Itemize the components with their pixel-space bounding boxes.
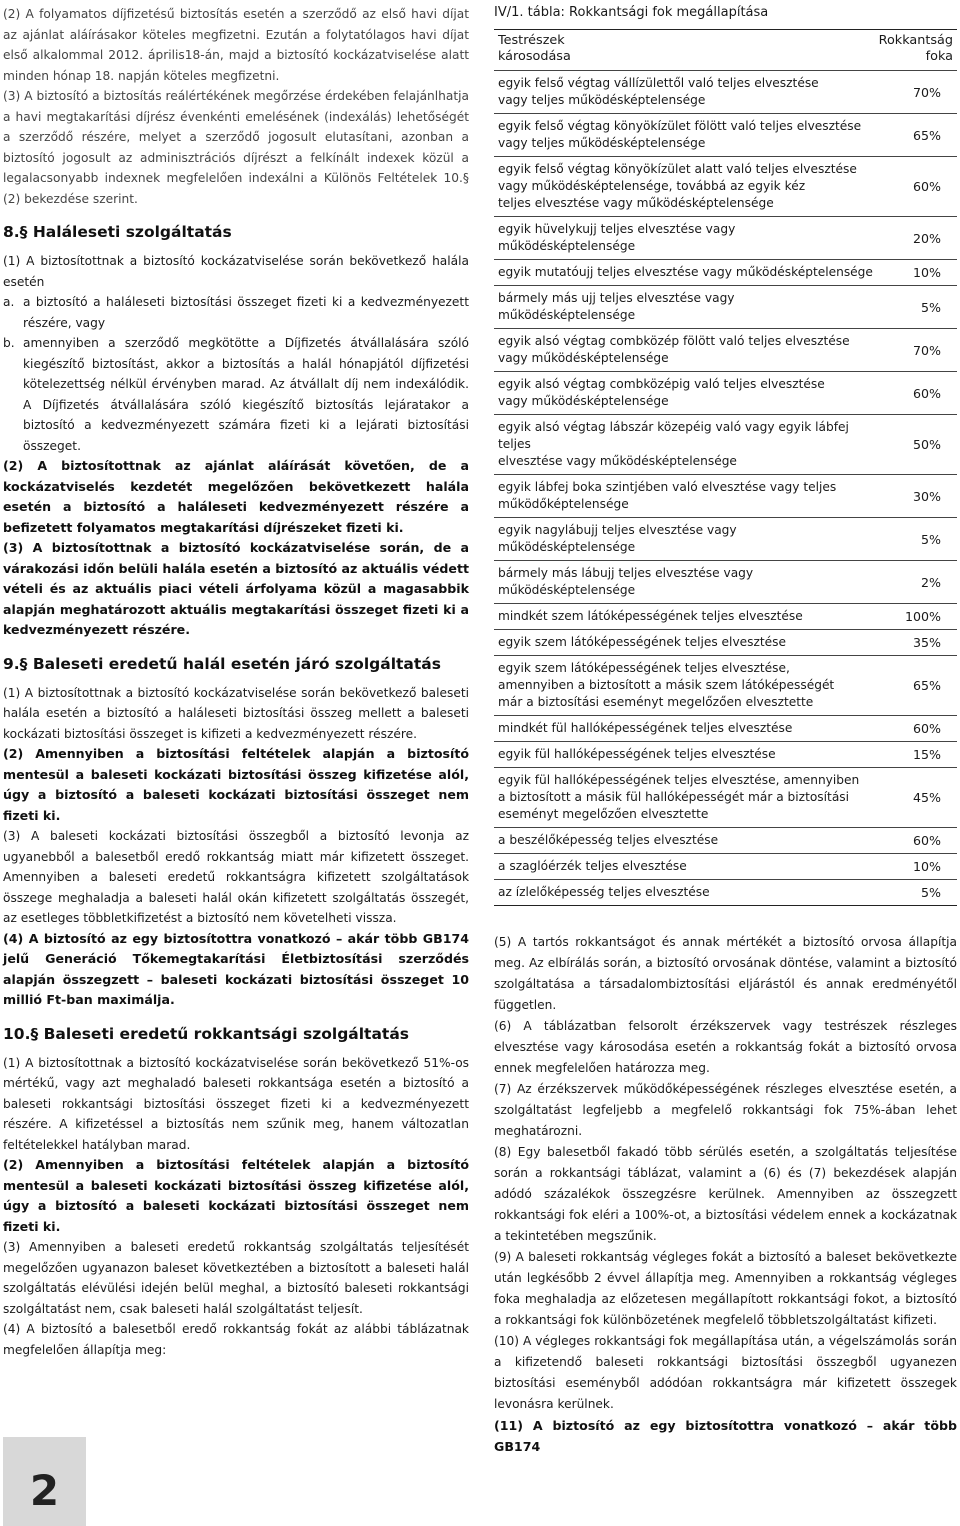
table-cell-degree: 20% xyxy=(913,230,941,246)
paragraph-11: (11) A biztosító az egy biztosítottra vonatkozó – akár több GB174 xyxy=(494,1418,957,1454)
table-cell-degree: 60% xyxy=(913,385,941,401)
table-row xyxy=(494,517,957,560)
table-cell-degree: 60% xyxy=(913,833,941,848)
section-10-p1: (1) A biztosítottnak a biztosító kockázatviselése során bekövetkező 51%-os mértékű, vagy azt meghaladó baleseti rokkantsága esetén a biztosító a baleseti rokkantsági biztosítási összeget fizeti ki a kedvezményezett részére. A kifizetéssel a biztosítás nem szűnik meg, hanem változatlan feltételekkel hatályban marad. xyxy=(3,1055,469,1152)
disability-table xyxy=(494,29,957,906)
table-cell-body-part: egyik alsó végtag combközépig való teljes elvesztése vagy működésképtelensége xyxy=(498,377,825,408)
table-cell-degree: 45% xyxy=(913,790,941,805)
section-10-p2: (2) Amennyiben a biztosítási feltételek alapján a biztosító mentesül a baleseti kockázati biztosítási összeg kifizetése alól, úgy a biztosító a baleseti kockázati biztosítási összeget nem fizeti ki. xyxy=(3,1157,469,1234)
table-row xyxy=(494,827,957,853)
table-cell-body-part: bármely más ujj teljes elvesztése vagy működésképtelensége xyxy=(498,291,735,322)
table-cell-degree: 65% xyxy=(913,678,941,693)
table-cell-body-part: mindkét szem látóképességének teljes elvesztése xyxy=(498,609,803,623)
table-cell-degree: 30% xyxy=(913,488,941,504)
table-cell-body-part: egyik alsó végtag combközép fölött való teljes elvesztése vagy működésképtelensége xyxy=(498,334,850,365)
paragraph-6: (6) A táblázatban felsorolt érzékszervek vagy testrészek részleges elvesztése vagy károsodása esetén a rokkantság fokát a biztosító orvosa ennek megfelelően határozza meg. xyxy=(494,1019,957,1075)
table-row xyxy=(494,629,957,655)
table-cell-degree: 50% xyxy=(913,437,941,452)
table-cell-degree: 5% xyxy=(921,885,941,900)
paragraph-8: (8) Egy balesetből fakadó több sérülés esetén, a szolgáltatás teljesítése során a rokkantsági táblázat, valamint a (6) és (7) bekezdések alapján adódó százalékok összegzésre kerülnek. Amennyiben az összegzett rokkantsági fok eléri a 100%-ot, a biztosítási védelem ennek a kockázatnak a tekintetében megszűnik. xyxy=(494,1145,957,1243)
table-cell-degree: 35% xyxy=(913,635,941,650)
table-cell-degree: 60% xyxy=(913,721,941,736)
table-cell-body-part: egyik felső végtag könyökízület fölött való teljes elvesztése vagy teljes működésképtelensége xyxy=(498,119,862,150)
table-cell-degree: 10% xyxy=(913,859,941,874)
list-text: amennyiben a szerződő megkötötte a Díjfizetés átvállalására szóló kiegészítő biztosítást, akkor a biztosítás a halál hónapjától díjfizetési kötelezettség nélkül érvényben marad. Az átvállalt díj nem indexálódik. A Díjfizetés átvállalására szóló kiegészítő biztosítás lejáratakor a biztosító a kedvezményezett számára fizeti ki a lejárati biztosítási összeget. xyxy=(23,336,469,453)
paragraph-7: (7) Az érzékszervek működőképességének részleges elvesztése esetén, a szolgáltatást legfeljebb a megfelelő rokkantsági fok 75%-ában lehet meghatározni. xyxy=(494,1082,957,1138)
left-column xyxy=(3,4,469,1360)
table-cell-body-part: egyik lábfej boka szintjében való elvesztése vagy teljes működőképtelensége xyxy=(498,480,837,511)
table-row xyxy=(494,259,957,285)
table-row xyxy=(494,655,957,715)
table-row xyxy=(494,371,957,414)
table-cell-body-part: egyik felső végtag vállízülettől való teljes elvesztése vagy teljes működésképtelensége xyxy=(498,76,819,107)
table-cell-degree: 60% xyxy=(913,179,941,194)
table-title: IV/1. tábla: Rokkantsági fok megállapítása xyxy=(494,5,769,20)
table-cell-degree: 10% xyxy=(913,265,941,280)
table-cell-body-part: egyik szem látóképességének teljes elvesztése xyxy=(498,635,787,649)
section-8-item-a xyxy=(3,292,469,333)
table-header-degree: Rokkantság foka xyxy=(878,33,953,64)
table-row xyxy=(494,414,957,474)
table-row xyxy=(494,853,957,879)
section-9-p1: (1) A biztosítottnak a biztosító kockázatviselése során bekövetkező baleseti halála esetén a biztosító a haláleseti biztosítási összeg mellett a baleseti kockázati biztosítási összeget is kifizeti a kedvezményezett részére. xyxy=(3,685,469,741)
page-number-box xyxy=(3,1437,86,1526)
table-row xyxy=(494,560,957,603)
paragraph-5: (5) A tartós rokkantságot és annak mértékét a biztosító orvosa állapítja meg. Az elbírálás során, a biztosító orvosának döntése, valamint a biztosító szolgáltatása a társadalombiztosítási eljárástól és annak eredményétől független. xyxy=(494,935,957,1012)
table-cell-body-part: a beszélőképesség teljes elvesztése xyxy=(498,833,719,847)
table-cell-body-part: egyik fül hallóképességének teljes elvesztése, amennyiben a biztosított a másik fül hallóképességét már a biztosítási eseményt megelőzően elvesztette xyxy=(498,773,860,821)
table-row xyxy=(494,285,957,328)
table-row xyxy=(494,879,957,905)
right-column xyxy=(494,4,957,1457)
section-9-p3: (3) A baleseti kockázati biztosítási összegből a biztosító levonja az ugyanebből a balesetből eredő rokkantság miatt már kifizetett összeget. Amennyiben a baleseti eredetű rokkantságra kifizetett szolgáltatások összege meghaladja a baleseti halál okán kifizetett szolgáltatás összegét, az esetleges többletkifizetést a biztosító nem követelheti vissza. xyxy=(3,829,469,925)
table-cell-degree: 2% xyxy=(921,574,941,590)
table-row xyxy=(494,741,957,767)
section-10-heading: 10.§ Baleseti eredetű rokkantsági szolgáltatás xyxy=(3,1024,410,1043)
table-cell-degree: 65% xyxy=(913,127,941,143)
section-8-p3: (3) A biztosítottnak a biztosító kockázatviselése során, de a várakozási időn belüli halála esetén a biztosító az aktuális védett vételi és az aktuális piaci vételi árfolyama közül a magasabbik alapján meghatározott aktuális megtakarítási összeget fizeti ki a kedvezményezett részére. xyxy=(3,540,469,637)
paragraph-10: (10) A végleges rokkantsági fok megállapítása után, a végelszámolás során a kifizetendő baleseti rokkantsági biztosítási összegből ugyanezen biztosítási eseményből adódóan rokkantságra már kifizetett összegek levonásra kerülnek. xyxy=(494,1334,957,1411)
right-paragraphs xyxy=(494,932,957,1457)
table-cell-body-part: az ízlelőképesség teljes elvesztése xyxy=(498,885,710,899)
table-row xyxy=(494,474,957,517)
paragraph-9: (9) A baleseti rokkantság végleges fokát a biztosító a baleset bekövetkezte után legkésőbb 2 évvel állapítja meg. Amennyiben a rokkantság végleges foka meghaladja az előzetesen megállapított rokkantsági fokot, a biztosító a rokkantsági fok különbözetének megfelelő többletszolgáltatást kifizeti. xyxy=(494,1250,957,1327)
table-cell-body-part: egyik felső végtag könyökízület alatt való teljes elvesztése vagy működésképtelensége, továbbá az egyik kéz teljes elvesztése vagy működésképtelensége xyxy=(498,162,857,210)
table-header xyxy=(494,29,957,70)
indexation-paragraph: (3) A biztosító a biztosítás reálértékének megőrzése érdekében felajánlhatja a havi megtakarítási díjrész évenkénti emelésének (indexálás) lehetőségét a szerződő részére, melyet a szerződő jogosult elutasítani, azonban a biztosító jogosult az adminisztrációs díjrészt a felkínált indexek közül a legalacsonyabb indexnek megfelelően indexálni a Különös Feltételek 10.§ (2) bekezdése szerint. xyxy=(3,89,469,206)
table-cell-body-part: egyik szem látóképességének teljes elvesztése, amennyiben a biztosított a másik szem látóképességét már a biztosítási eseményt megelőzően elvesztette xyxy=(498,661,835,709)
table-cell-body-part: bármely más lábujj teljes elvesztése vagy működésképtelensége xyxy=(498,566,754,597)
table-cell-body-part: mindkét fül hallóképességének teljes elvesztése xyxy=(498,721,793,735)
table-header-body-part: Testrészek károsodása xyxy=(498,33,571,64)
section-9-p4: (4) A biztosító az egy biztosítottra vonatkozó – akár több GB174 jelű Generáció Tőkemegtakarítási Életbiztosítási szerződés alapján összegzett – baleseti kockázati biztosítási összeget 10 millió Ft-ban maximálja. xyxy=(3,930,469,1007)
table-cell-body-part: egyik nagylábujj teljes elvesztése vagy működésképtelensége xyxy=(498,523,737,554)
list-text: a biztosító a haláleseti biztosítási összeget fizeti ki a kedvezményezett részére, vagy xyxy=(23,295,469,330)
table-cell-degree: 5% xyxy=(921,299,941,315)
table-row xyxy=(494,603,957,629)
section-8-item-b xyxy=(3,333,469,456)
table-cell-body-part: egyik alsó végtag lábszár közepéig való vagy egyik lábfej teljes elvesztése vagy működésképtelensége xyxy=(498,420,849,468)
table-cell-body-part: egyik mutatóujj teljes elvesztése vagy működésképtelensége xyxy=(498,265,873,279)
page-number: 2 xyxy=(29,1466,60,1515)
table-row xyxy=(494,767,957,827)
section-8-p2: (2) A biztosítottnak az ajánlat aláírását követően, de a kockázatviselés kezdetét megelőzően bekövetkezett halála esetén a biztosító a haláleseti kedvezményezett részére a befizetett folyamatos megtakarítási díjrészeket fizeti ki. xyxy=(3,458,469,535)
table-cell-body-part: egyik fül hallóképességének teljes elvesztése xyxy=(498,747,776,761)
list-marker: a. xyxy=(3,295,15,309)
section-10-p4: (4) A biztosító a balesetből eredő rokkantság fokát az alábbi táblázatnak megfelelően állapítja meg: xyxy=(3,1322,469,1357)
table-cell-degree: 70% xyxy=(913,84,941,100)
section-8-heading: 8.§ Haláleseti szolgáltatás xyxy=(3,223,232,241)
table-cell-degree: 70% xyxy=(913,342,941,358)
table-row xyxy=(494,328,957,371)
table-body xyxy=(494,70,957,905)
table-cell-degree: 100% xyxy=(904,609,941,624)
table-cell-body-part: a szaglóérzék teljes elvesztése xyxy=(498,859,687,873)
intro-paragraph: (2) A folyamatos díjfizetésű biztosítás esetén a szerződő az első havi díjat az ajánlat aláírásakor köteles megfizetni. Ezután a folytatólagos havi díjat első alkalommal 2012. április18-án, majd a biztosító kockázatviselése alatt minden hónap 18. napján köteles megfizetni. xyxy=(3,7,469,83)
table-bottom-rule xyxy=(494,905,957,906)
section-9-p2: (2) Amennyiben a biztosítási feltételek alapján a biztosító mentesül a baleseti kockázati biztosítási összeg kifizetése alól, úgy a biztosító a baleseti kockázati biztosítási összeget nem fizeti ki. xyxy=(3,746,469,823)
table-cell-body-part: egyik hüvelykujj teljes elvesztése vagy működésképtelensége xyxy=(498,222,736,253)
section-9-heading: 9.§ Baleseti eredetű halál esetén járó szolgáltatás xyxy=(3,654,441,673)
table-row xyxy=(494,70,957,113)
section-10-p3: (3) Amennyiben a baleseti eredetű rokkantság szolgáltatás teljesítését megelőzően ugyanazon baleset következtében a biztosított a baleseti halál szolgáltatás elévülési idején belül meghal, a biztosító baleseti rokkantsági szolgáltatást nem, csak baleseti halál szolgáltatást teljesít. xyxy=(3,1240,469,1316)
table-cell-degree: 5% xyxy=(921,531,941,547)
table-row xyxy=(494,113,957,156)
section-8-p1: (1) A biztosítottnak a biztosító kockázatviselése során bekövetkező halála esetén xyxy=(3,254,469,289)
table-row xyxy=(494,216,957,259)
table-cell-degree: 15% xyxy=(913,747,941,762)
list-marker: b. xyxy=(3,336,15,350)
table-row xyxy=(494,715,957,741)
table-row xyxy=(494,156,957,216)
